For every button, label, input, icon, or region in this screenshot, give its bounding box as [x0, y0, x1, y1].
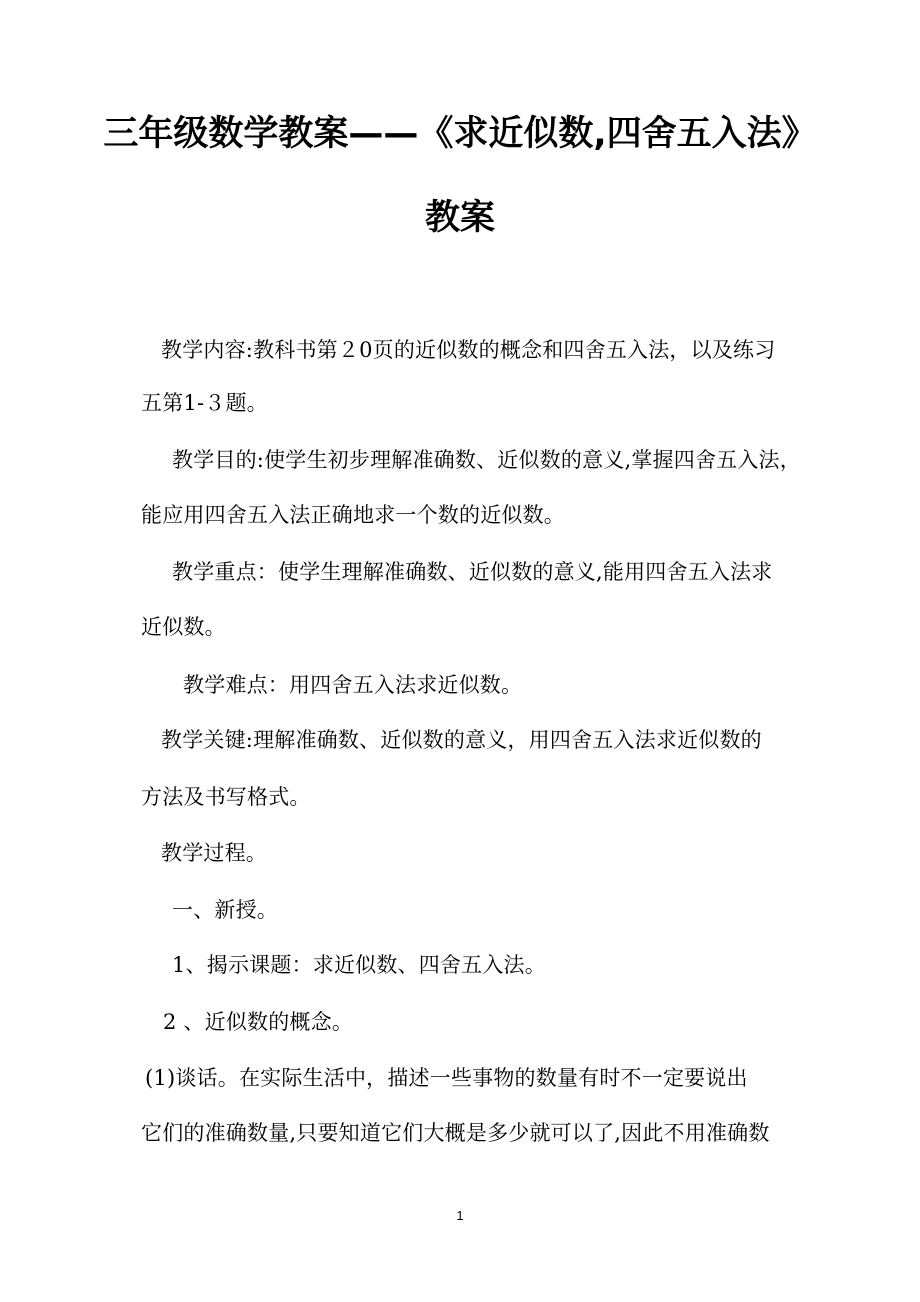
document-title-line-1: 三年级数学教案——《求近似数,四舍五入法》	[103, 114, 817, 154]
text-line: 能应用四舍五入法正确地求一个数的近似数。	[141, 503, 565, 527]
text-line: (1)谈话。在实际生活中，描述一些事物的数量有时不一定要说出	[145, 1066, 748, 1090]
text-line: 教学关键:理解准确数、近似数的意义，用四舍五入法求近似数的	[161, 728, 762, 752]
text-line: 五第1-３题。	[141, 391, 268, 415]
text-line: 教学重点：使学生理解准确数、近似数的意义,能用四舍五入法求	[172, 560, 773, 584]
text-line: 2 、近似数的概念。	[163, 1010, 354, 1034]
text-line: 教学内容:教科书第２0页的近似数的概念和四舍五入法，以及练习	[161, 338, 776, 362]
text-line: 教学目的:使学生初步理解准确数、近似数的意义,掌握四舍五入法，	[172, 448, 801, 472]
text-line: 方法及书写格式。	[141, 785, 311, 809]
text-line: 1、揭示课题：求近似数、四舍五入法。	[172, 953, 546, 977]
text-line: 它们的准确数量,只要知道它们大概是多少就可以了,因此不用准确数	[141, 1121, 770, 1145]
document-title-line-2: 教案	[424, 198, 495, 238]
text-line: 教学过程。	[161, 841, 267, 865]
text-line: 近似数。	[141, 615, 226, 639]
text-line: 教学难点：用四舍五入法求近似数。	[183, 673, 523, 697]
text-line: 一、新授。	[172, 898, 278, 922]
page-number: 1	[456, 1208, 464, 1223]
